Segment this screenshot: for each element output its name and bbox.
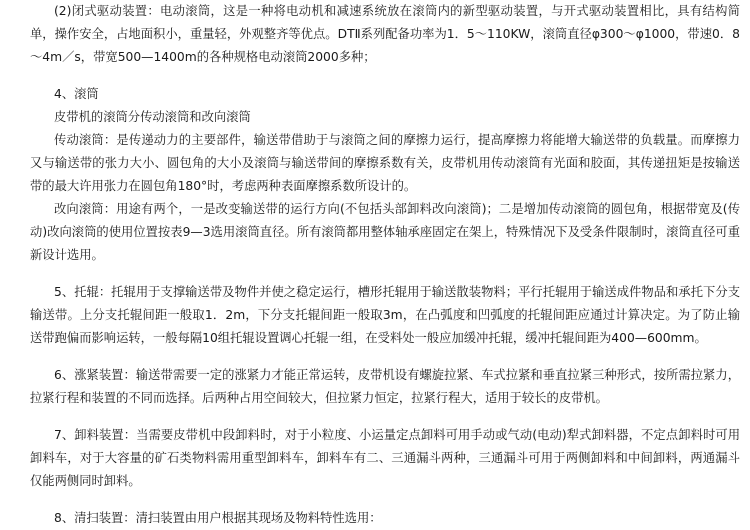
section-4-subtitle: 皮带机的滚筒分传动滚筒和改向滚筒 [54,110,251,124]
paragraph-section-7: 7、卸料装置：当需要皮带机中段卸料时，对于小粒度、小运量定点卸料可用手动或气动(电动)犁式卸料器，不定点卸料时可用卸料车，对于大容量的矿石类物料需用重型卸料车，卸料车有二、三通漏斗两种，三通漏斗可用于两侧卸料和中间卸料，两通漏斗仅能两侧同时卸料。 [30,428,740,488]
paragraph-section-5: 5、托辊：托辊用于支撑输送带及物件并使之稳定运行，槽形托辊用于输送散装物料；平行托辊用于输送成件物品和承托下分支输送带。上分支托辊间距一般取1．2m，下分支托辊间距一般取3m，在凸弧度和凹弧度的托辊间距应通过计算决定。为了防止输送带跑偏而影响运转，一般每隔10组托辊设置调心托辊一组，在受料处一般应加缓冲托辊，缓冲托辊间距为400—600mm。 [30,285,740,345]
paragraph-bend-drum: 改向滚筒：用途有两个，一是改变输送带的运行方向(不包括头部卸料改向滚筒)；二是增加传动滚筒的圆包角，根据带宽及(传动)改向滚筒的使用位置按表9—3选用滚筒直径。所有滚筒都用整体轴承座固定在架上，特殊情况下及受条件限制时，滚筒直径可重新设计选用。 [30,202,740,262]
paragraph-section-6: 6、涨紧装置：输送带需要一定的涨紧力才能正常运转，皮带机设有螺旋拉紧、车式拉紧和垂直拉紧三种形式，按所需拉紧力，拉紧行程和装置的不同而选择。后两种占用空间较大，但拉紧力恒定，拉紧行程大，适用于较长的皮带机。 [30,368,740,405]
paragraph-drive-drum: 传动滚筒：是传递动力的主要部件，输送带借助于与滚筒之间的摩擦力运行，提高摩擦力将能增大输送带的负载量。而摩擦力又与输送带的张力大小、圆包角的大小及滚筒与输送带间的摩擦系数有关，皮带机用传动滚筒有光面和胶面，其传递扭矩是按输送带的最大许用张力在圆包角180°时，考虑两种表面摩擦系数所设计的。 [30,133,740,193]
paragraph-closed-drive: (2)闭式驱动装置：电动滚筒，这是一种将电动机和减速系统放在滚筒内的新型驱动装置，与开式驱动装置相比，具有结构简单，操作安全，占地面积小，重量轻，外观整齐等优点。DTⅡ系列配备功率为1．5～110KW，滚筒直径φ300～φ1000，带速0．8～4m／s，带宽500—1400m的各种规格电动滚筒2000多种； [30,4,740,64]
section-4-title: 4、滚筒 [54,87,99,101]
paragraph-section-8: 8、清扫装置：清扫装置由用户根据其现场及物料特性选用： [54,511,382,525]
